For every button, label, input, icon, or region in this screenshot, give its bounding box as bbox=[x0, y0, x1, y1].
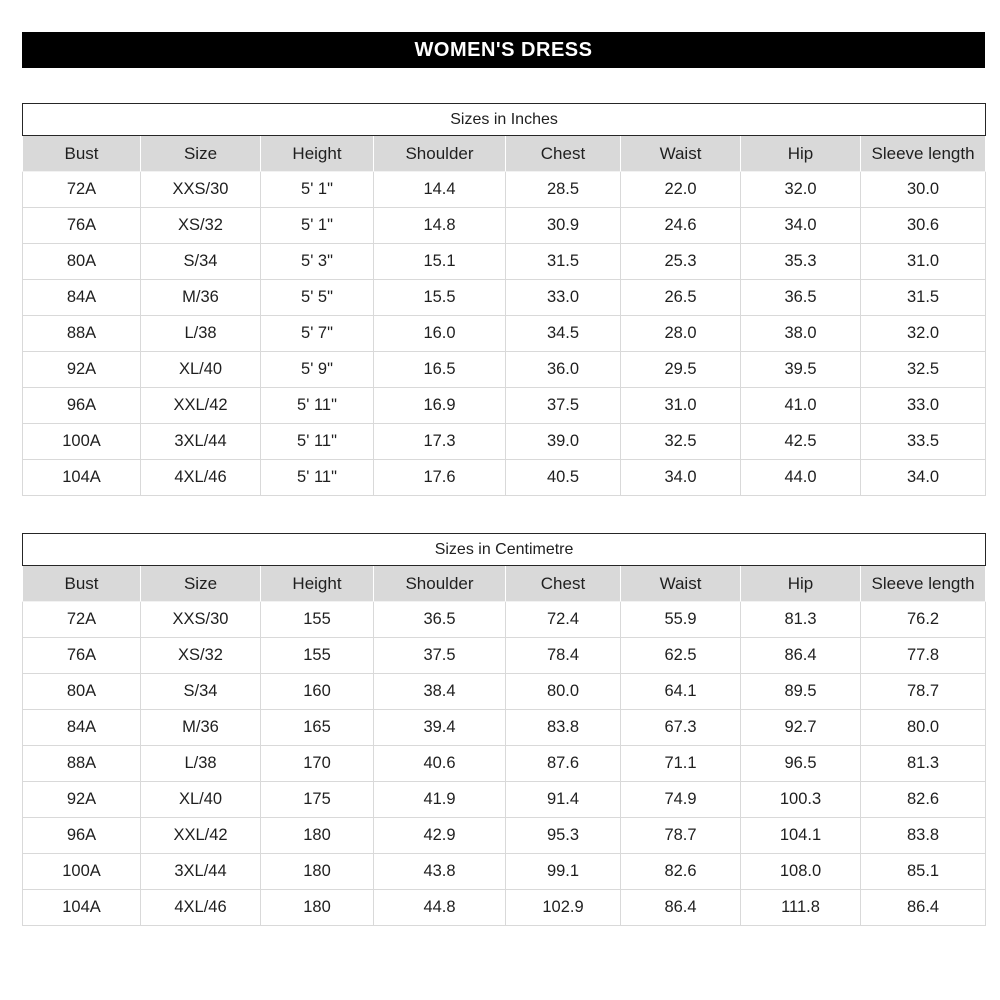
table-cell: 37.5 bbox=[506, 388, 621, 424]
table-row bbox=[23, 818, 986, 854]
table-cell: 160 bbox=[261, 674, 374, 710]
table-inches bbox=[22, 103, 986, 496]
table-cell: 85.1 bbox=[861, 854, 986, 890]
table-cell: XS/32 bbox=[141, 638, 261, 674]
column-header: Height bbox=[261, 136, 374, 172]
table-cell: 31.5 bbox=[506, 244, 621, 280]
table-cell: XXL/42 bbox=[141, 818, 261, 854]
table-cell: 24.6 bbox=[621, 208, 741, 244]
table-cell: 16.0 bbox=[374, 316, 506, 352]
table-cell: 33.5 bbox=[861, 424, 986, 460]
table-cell: 77.8 bbox=[861, 638, 986, 674]
column-header: Bust bbox=[23, 566, 141, 602]
table-cell: 80.0 bbox=[506, 674, 621, 710]
table-cell: 88A bbox=[23, 316, 141, 352]
table-cell: 83.8 bbox=[506, 710, 621, 746]
table-row bbox=[23, 710, 986, 746]
table-cell: M/36 bbox=[141, 280, 261, 316]
table-cell: 15.5 bbox=[374, 280, 506, 316]
table-cell: 22.0 bbox=[621, 172, 741, 208]
table-cell: 111.8 bbox=[741, 890, 861, 926]
table-cell: 28.5 bbox=[506, 172, 621, 208]
table-cell: 38.4 bbox=[374, 674, 506, 710]
table-cell: 5' 1" bbox=[261, 208, 374, 244]
table-cell: 42.5 bbox=[741, 424, 861, 460]
table-cell: L/38 bbox=[141, 746, 261, 782]
table-cell: 86.4 bbox=[741, 638, 861, 674]
table-cell: 92.7 bbox=[741, 710, 861, 746]
table-cell: 80A bbox=[23, 244, 141, 280]
table-cell: 34.0 bbox=[861, 460, 986, 496]
size-table-centimetre bbox=[22, 533, 985, 926]
table-cell: 95.3 bbox=[506, 818, 621, 854]
table-cell: 108.0 bbox=[741, 854, 861, 890]
table-cell: 104.1 bbox=[741, 818, 861, 854]
table-cell: 26.5 bbox=[621, 280, 741, 316]
table-cell: 64.1 bbox=[621, 674, 741, 710]
table-cell: 88A bbox=[23, 746, 141, 782]
size-table-inches bbox=[22, 103, 985, 496]
table-cell: XXS/30 bbox=[141, 602, 261, 638]
table-centimetre bbox=[22, 533, 986, 926]
table-cell: 25.3 bbox=[621, 244, 741, 280]
table-row bbox=[23, 172, 986, 208]
table-cell: 5' 3" bbox=[261, 244, 374, 280]
table-row bbox=[23, 854, 986, 890]
table-cell: 3XL/44 bbox=[141, 424, 261, 460]
table-row bbox=[23, 244, 986, 280]
table-cell: 74.9 bbox=[621, 782, 741, 818]
table-cell: 82.6 bbox=[861, 782, 986, 818]
table-cell: 84A bbox=[23, 710, 141, 746]
table-row bbox=[23, 352, 986, 388]
table-row bbox=[23, 316, 986, 352]
column-header: Bust bbox=[23, 136, 141, 172]
table-cell: 62.5 bbox=[621, 638, 741, 674]
table-cell: 41.9 bbox=[374, 782, 506, 818]
table-cell: 34.5 bbox=[506, 316, 621, 352]
table-cell: 165 bbox=[261, 710, 374, 746]
table-title-row bbox=[23, 534, 986, 566]
table-cell: 96A bbox=[23, 818, 141, 854]
table-cell: 80A bbox=[23, 674, 141, 710]
table-cell: 83.8 bbox=[861, 818, 986, 854]
column-header: Sleeve length bbox=[861, 136, 986, 172]
table-cell: 86.4 bbox=[621, 890, 741, 926]
table-cell: 72.4 bbox=[506, 602, 621, 638]
table-cell: 91.4 bbox=[506, 782, 621, 818]
table-cell: 30.6 bbox=[861, 208, 986, 244]
table-cell: S/34 bbox=[141, 244, 261, 280]
table-cell: 104A bbox=[23, 890, 141, 926]
table-cell: 42.9 bbox=[374, 818, 506, 854]
table-header-row bbox=[23, 566, 986, 602]
table-cell: XXS/30 bbox=[141, 172, 261, 208]
table-cell: 155 bbox=[261, 602, 374, 638]
table-cell: 36.5 bbox=[374, 602, 506, 638]
table-cell: S/34 bbox=[141, 674, 261, 710]
column-header: Waist bbox=[621, 566, 741, 602]
table-cell: 39.0 bbox=[506, 424, 621, 460]
table-cell: 82.6 bbox=[621, 854, 741, 890]
table-cell: 31.5 bbox=[861, 280, 986, 316]
column-header: Chest bbox=[506, 566, 621, 602]
table-cell: 30.9 bbox=[506, 208, 621, 244]
column-header: Size bbox=[141, 136, 261, 172]
table-cell: 44.0 bbox=[741, 460, 861, 496]
table-cell: 180 bbox=[261, 818, 374, 854]
table-cell: 36.0 bbox=[506, 352, 621, 388]
table-cell: 96A bbox=[23, 388, 141, 424]
table-cell: 89.5 bbox=[741, 674, 861, 710]
table-cell: 78.4 bbox=[506, 638, 621, 674]
table-cell: XS/32 bbox=[141, 208, 261, 244]
title-banner bbox=[22, 32, 985, 68]
table-cell: 170 bbox=[261, 746, 374, 782]
table-cell: 92A bbox=[23, 782, 141, 818]
table-cell: 72A bbox=[23, 172, 141, 208]
table-cell: 71.1 bbox=[621, 746, 741, 782]
table-row bbox=[23, 638, 986, 674]
column-header: Hip bbox=[741, 136, 861, 172]
table-cell: XXL/42 bbox=[141, 388, 261, 424]
table-cell: 31.0 bbox=[861, 244, 986, 280]
table-cell: 29.5 bbox=[621, 352, 741, 388]
table-cell: 80.0 bbox=[861, 710, 986, 746]
table-row bbox=[23, 674, 986, 710]
column-header: Shoulder bbox=[374, 136, 506, 172]
table-cell: 76A bbox=[23, 638, 141, 674]
table-row bbox=[23, 208, 986, 244]
table-row bbox=[23, 460, 986, 496]
column-header: Size bbox=[141, 566, 261, 602]
table-cell: 67.3 bbox=[621, 710, 741, 746]
table-cell: 84A bbox=[23, 280, 141, 316]
table-row bbox=[23, 602, 986, 638]
table-row bbox=[23, 890, 986, 926]
table-cell: 78.7 bbox=[861, 674, 986, 710]
table-cell: 34.0 bbox=[621, 460, 741, 496]
table-title: Sizes in Centimetre bbox=[23, 534, 986, 566]
table-cell: 99.1 bbox=[506, 854, 621, 890]
table-cell: XL/40 bbox=[141, 782, 261, 818]
table-cell: 5' 11" bbox=[261, 424, 374, 460]
table-cell: 33.0 bbox=[861, 388, 986, 424]
table-cell: 30.0 bbox=[861, 172, 986, 208]
table-cell: 78.7 bbox=[621, 818, 741, 854]
table-cell: 32.0 bbox=[861, 316, 986, 352]
table-row bbox=[23, 746, 986, 782]
table-cell: 81.3 bbox=[861, 746, 986, 782]
table-cell: 5' 11" bbox=[261, 388, 374, 424]
table-cell: 5' 9" bbox=[261, 352, 374, 388]
table-header-row bbox=[23, 136, 986, 172]
table-title: Sizes in Inches bbox=[23, 104, 986, 136]
column-header: Waist bbox=[621, 136, 741, 172]
table-cell: 86.4 bbox=[861, 890, 986, 926]
table-cell: 155 bbox=[261, 638, 374, 674]
table-cell: 44.8 bbox=[374, 890, 506, 926]
table-cell: 37.5 bbox=[374, 638, 506, 674]
table-cell: L/38 bbox=[141, 316, 261, 352]
table-cell: 40.6 bbox=[374, 746, 506, 782]
table-cell: 17.3 bbox=[374, 424, 506, 460]
table-title-row bbox=[23, 104, 986, 136]
table-cell: 38.0 bbox=[741, 316, 861, 352]
table-cell: 32.0 bbox=[741, 172, 861, 208]
table-cell: 28.0 bbox=[621, 316, 741, 352]
table-cell: 34.0 bbox=[741, 208, 861, 244]
table-cell: 100A bbox=[23, 424, 141, 460]
table-cell: 36.5 bbox=[741, 280, 861, 316]
table-cell: 14.4 bbox=[374, 172, 506, 208]
table-cell: 39.4 bbox=[374, 710, 506, 746]
table-cell: 14.8 bbox=[374, 208, 506, 244]
table-cell: 40.5 bbox=[506, 460, 621, 496]
table-cell: 35.3 bbox=[741, 244, 861, 280]
table-cell: 31.0 bbox=[621, 388, 741, 424]
table-cell: 180 bbox=[261, 854, 374, 890]
table-cell: 39.5 bbox=[741, 352, 861, 388]
table-cell: 92A bbox=[23, 352, 141, 388]
table-cell: 41.0 bbox=[741, 388, 861, 424]
table-cell: 55.9 bbox=[621, 602, 741, 638]
table-cell: 96.5 bbox=[741, 746, 861, 782]
table-cell: 3XL/44 bbox=[141, 854, 261, 890]
table-cell: 81.3 bbox=[741, 602, 861, 638]
table-cell: 76.2 bbox=[861, 602, 986, 638]
table-row bbox=[23, 280, 986, 316]
table-row bbox=[23, 424, 986, 460]
column-header: Sleeve length bbox=[861, 566, 986, 602]
table-row bbox=[23, 782, 986, 818]
table-cell: 33.0 bbox=[506, 280, 621, 316]
table-cell: 16.9 bbox=[374, 388, 506, 424]
table-cell: 175 bbox=[261, 782, 374, 818]
table-cell: 72A bbox=[23, 602, 141, 638]
column-header: Chest bbox=[506, 136, 621, 172]
table-cell: 104A bbox=[23, 460, 141, 496]
table-cell: 17.6 bbox=[374, 460, 506, 496]
column-header: Shoulder bbox=[374, 566, 506, 602]
table-cell: 32.5 bbox=[861, 352, 986, 388]
column-header: Height bbox=[261, 566, 374, 602]
table-cell: 5' 11" bbox=[261, 460, 374, 496]
table-cell: 4XL/46 bbox=[141, 460, 261, 496]
table-cell: 43.8 bbox=[374, 854, 506, 890]
table-cell: 5' 1" bbox=[261, 172, 374, 208]
table-cell: 5' 7" bbox=[261, 316, 374, 352]
table-cell: 100A bbox=[23, 854, 141, 890]
table-cell: XL/40 bbox=[141, 352, 261, 388]
table-cell: 76A bbox=[23, 208, 141, 244]
table-cell: 16.5 bbox=[374, 352, 506, 388]
table-cell: 180 bbox=[261, 890, 374, 926]
table-cell: 15.1 bbox=[374, 244, 506, 280]
page-title: WOMEN'S DRESS bbox=[414, 38, 593, 61]
table-cell: M/36 bbox=[141, 710, 261, 746]
table-cell: 32.5 bbox=[621, 424, 741, 460]
table-cell: 100.3 bbox=[741, 782, 861, 818]
table-cell: 5' 5" bbox=[261, 280, 374, 316]
table-cell: 4XL/46 bbox=[141, 890, 261, 926]
table-row bbox=[23, 388, 986, 424]
column-header: Hip bbox=[741, 566, 861, 602]
table-cell: 87.6 bbox=[506, 746, 621, 782]
table-cell: 102.9 bbox=[506, 890, 621, 926]
